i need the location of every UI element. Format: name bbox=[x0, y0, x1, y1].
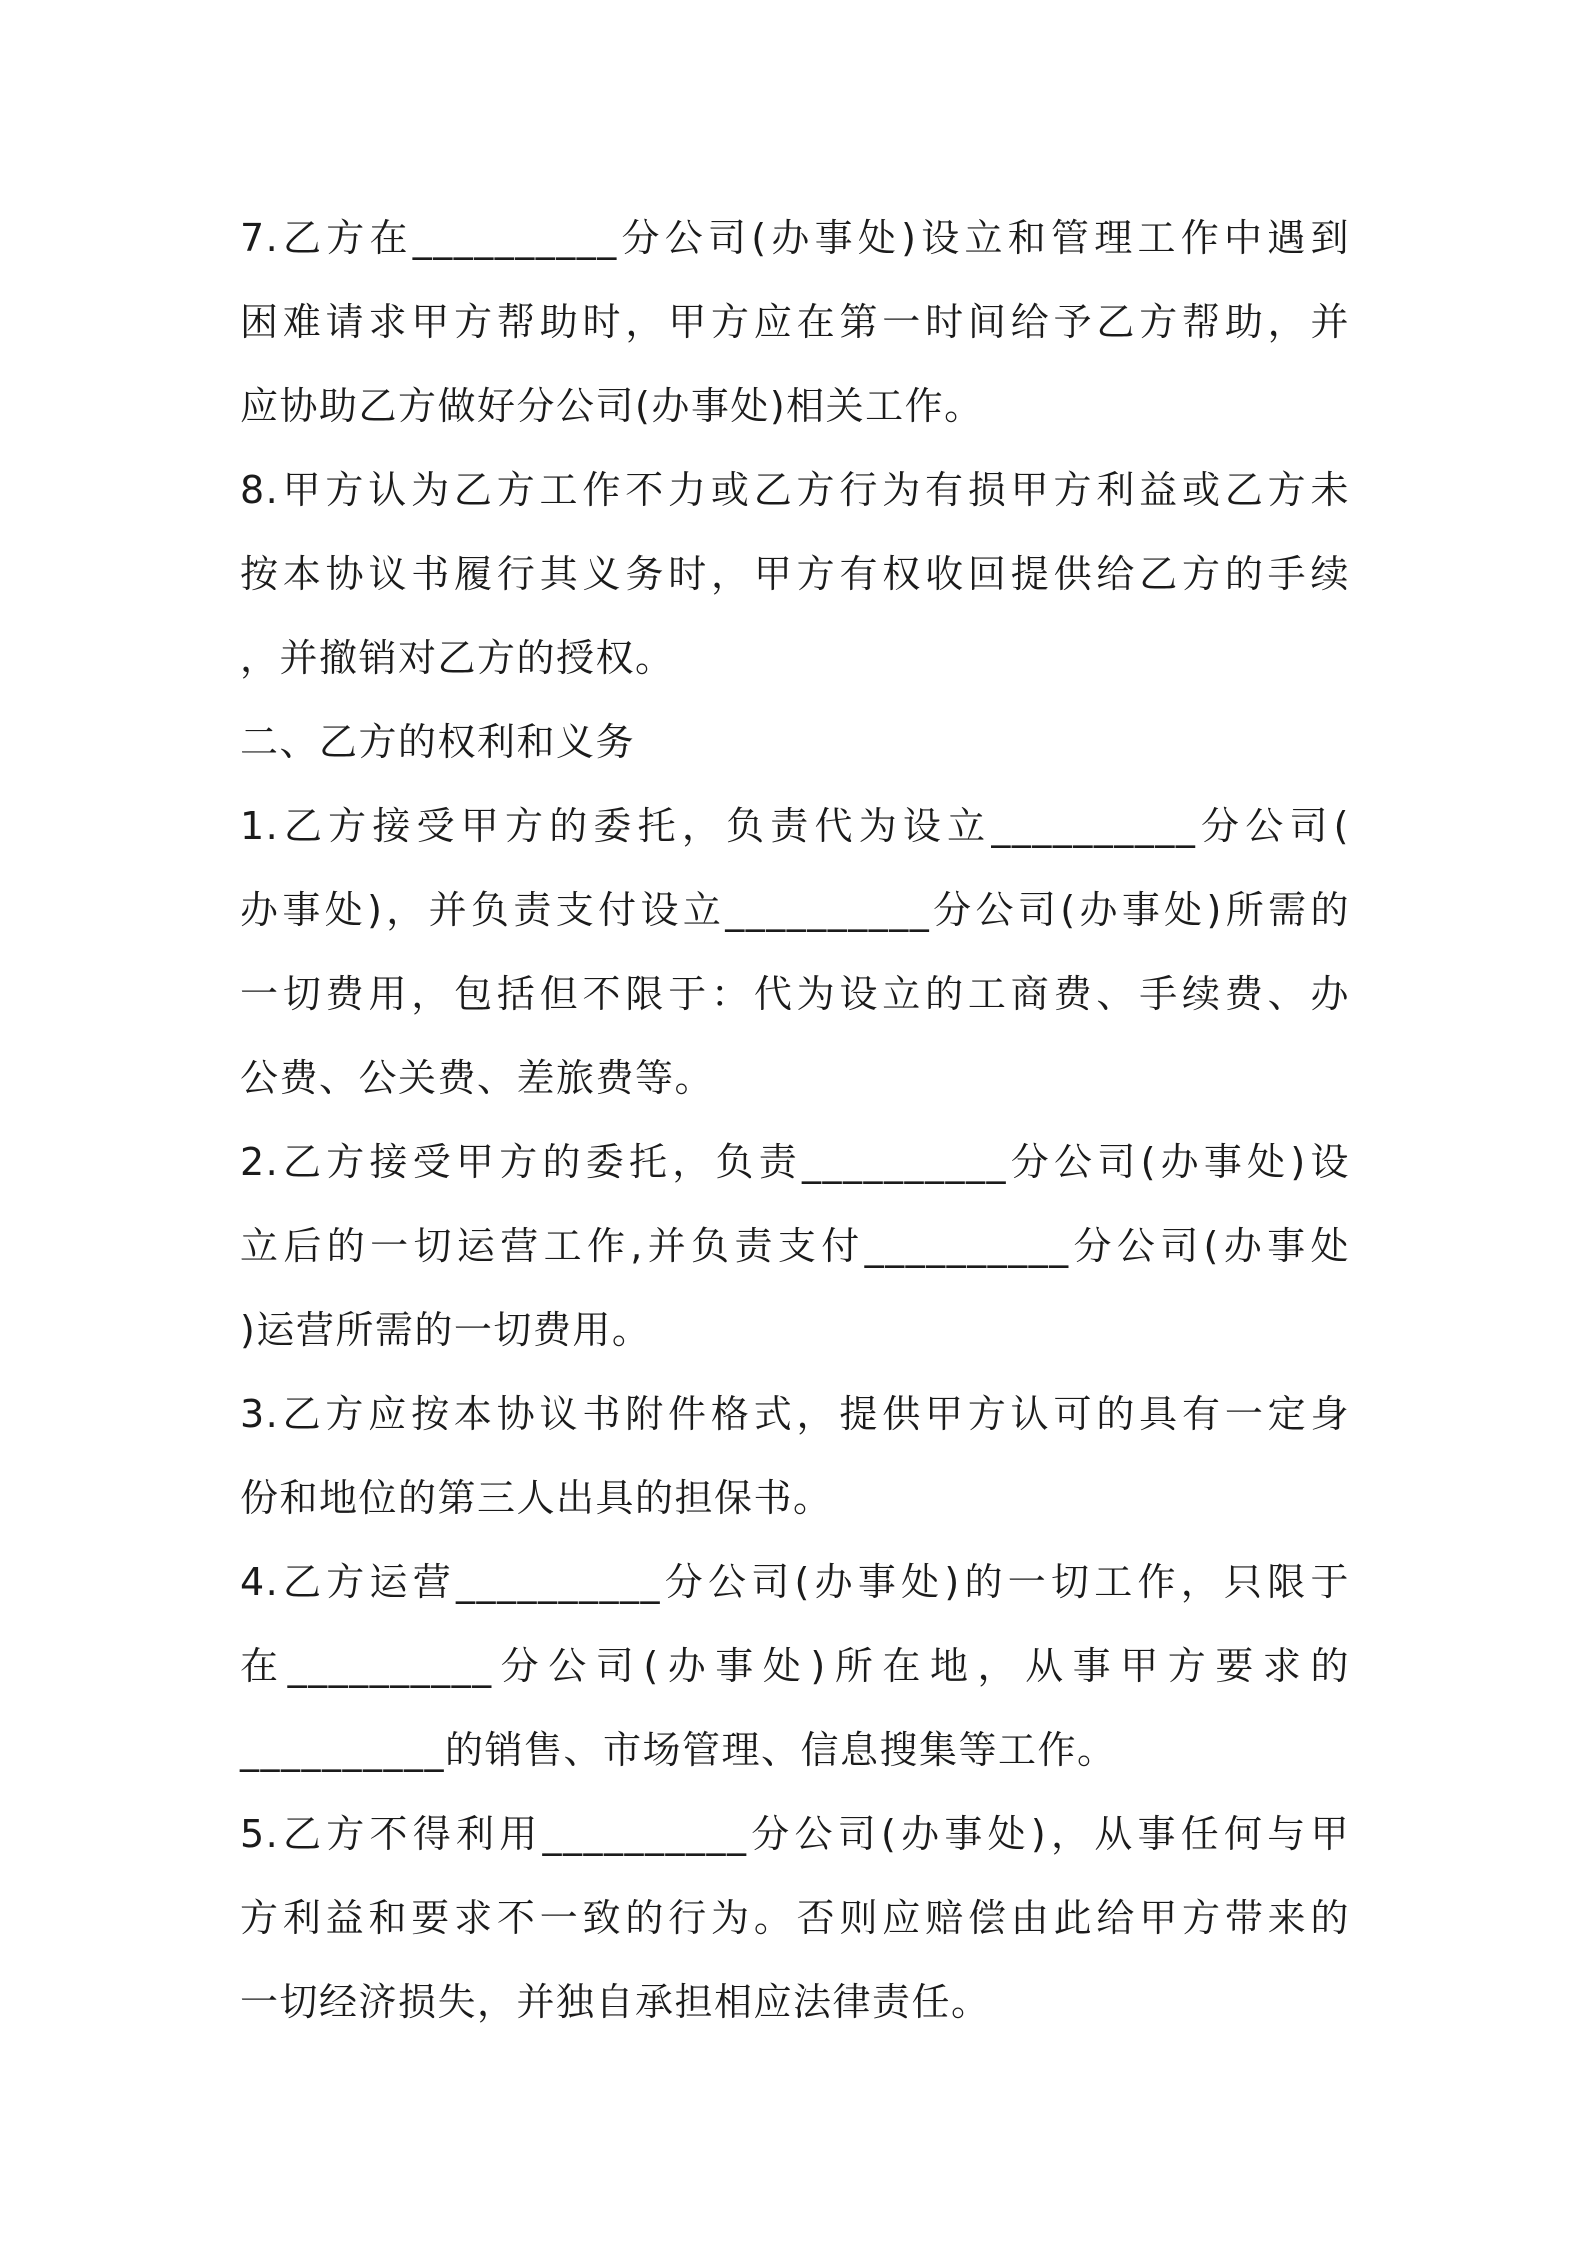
text-line: 办事处)，并负责支付设立__________分公司(办事处)所需的 bbox=[240, 888, 1350, 932]
text-line: 3.乙方应按本协议书附件格式，提供甲方认可的具有一定身 bbox=[240, 1392, 1350, 1436]
text-line: 2.乙方接受甲方的委托，负责__________分公司(办事处)设 bbox=[240, 1140, 1350, 1184]
text-line: 4.乙方运营__________分公司(办事处)的一切工作，只限于 bbox=[240, 1560, 1350, 1604]
text-line: 方利益和要求不一致的行为。否则应赔偿由此给甲方带来的 bbox=[240, 1896, 1350, 1940]
text-line: 一切费用，包括但不限于：代为设立的工商费、手续费、办 bbox=[240, 972, 1350, 1016]
text-line: 一切经济损失，并独自承担相应法律责任。 bbox=[240, 1980, 991, 2024]
text-line: 立后的一切运营工作,并负责支付__________分公司(办事处 bbox=[240, 1224, 1350, 1268]
document-body bbox=[240, 196, 1350, 2044]
text-line: 份和地位的第三人出具的担保书。 bbox=[240, 1476, 833, 1520]
text-line: )运营所需的一切费用。 bbox=[240, 1308, 652, 1352]
text-line: ，并撤销对乙方的授权。 bbox=[240, 636, 675, 680]
text-line: 1.乙方接受甲方的委托，负责代为设立__________分公司( bbox=[240, 804, 1350, 848]
text-line: 按本协议书履行其义务时，甲方有权收回提供给乙方的手续 bbox=[240, 552, 1350, 596]
text-line: 7.乙方在__________分公司(办事处)设立和管理工作中遇到 bbox=[240, 216, 1350, 260]
section-heading: 二、乙方的权利和义务 bbox=[240, 720, 636, 764]
text-line: 困难请求甲方帮助时，甲方应在第一时间给予乙方帮助，并 bbox=[240, 300, 1350, 344]
text-line: 5.乙方不得利用__________分公司(办事处)，从事任何与甲 bbox=[240, 1812, 1350, 1856]
text-line: 在__________分公司(办事处)所在地，从事甲方要求的 bbox=[240, 1644, 1350, 1688]
text-line: 应协助乙方做好分公司(办事处)相关工作。 bbox=[240, 384, 984, 428]
text-line: 公费、公关费、差旅费等。 bbox=[240, 1056, 715, 1100]
text-line: 8.甲方认为乙方工作不力或乙方行为有损甲方利益或乙方未 bbox=[240, 468, 1350, 512]
text-line: __________的销售、市场管理、信息搜集等工作。 bbox=[240, 1728, 1117, 1772]
